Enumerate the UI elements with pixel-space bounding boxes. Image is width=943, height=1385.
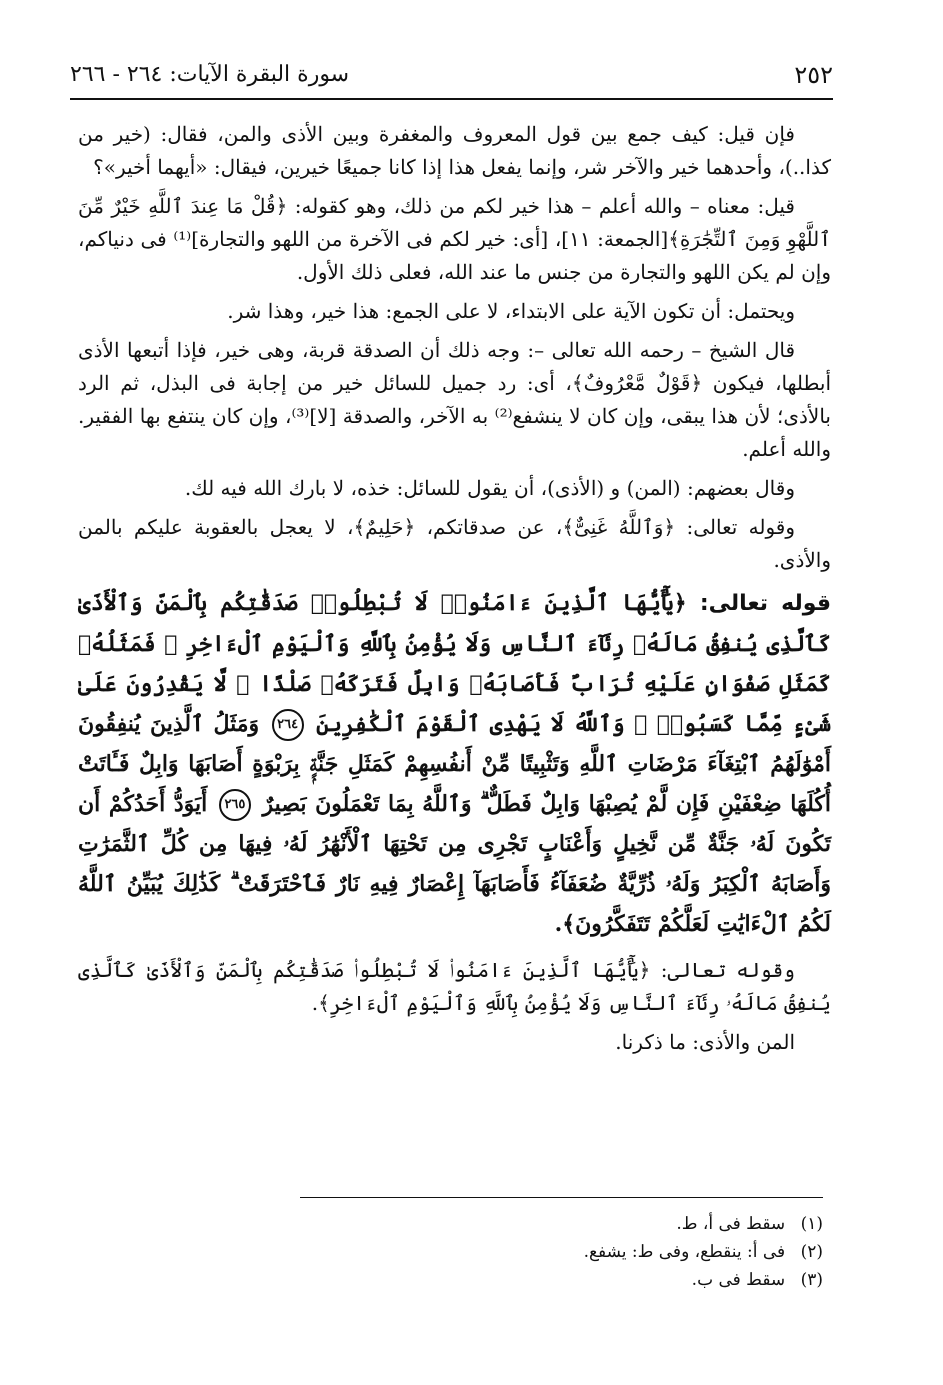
quran-verse-block [78,583,831,944]
footnote-text: سقط فى أ، ط. [676,1214,786,1234]
footnote-number: (١) [800,1214,823,1234]
verse-text: أَيَوَدُّ أَحَدُكُمْ أَن تَكُونَ لَهُۥ جَنَّةٌ مِّن نَّخِيلٍ وَأَعْنَابٍ تَجْرِى مِن تَحْتِهَا ٱلْأَنْهَٰرُ لَهُۥ فِيهَا مِن كُلِّ ٱلثَّمَرَٰتِ وَأَصَابَهُ ٱلْكِبَرُ وَلَهُۥ ذُرِّيَّةٌ ضُعَفَآءُ فَأَصَابَهَآ إِعْصَارٌ فِيهِ نَارٌ فَٱحْتَرَقَتْ ۗ كَذَٰلِكَ يُبَيِّنُ ٱللَّهُ لَكُمُ ٱلْءَايَٰتِ لَعَلَّكُمْ تَتَفَكَّرُونَ﴾. [78,791,831,937]
paragraph: وقوله تعالى: ﴿وَٱللَّهُ غَنِىٌّ﴾، عن صدقاتكم، ﴿حَلِيمٌ﴾، لا يعجل بالعقوبة عليكم بالمن والأذى. [78,515,831,572]
ayah-number-marker: ٢٦٤ [272,709,304,741]
verse-text: وَمَثَلُ ٱلَّذِينَ يُنفِقُونَ أَمْوَٰلَهُمُ ٱبْتِغَآءَ مَرْضَاتِ ٱللَّهِ وَتَثْبِيتًا مِّنْ أَنفُسِهِمْ كَمَثَلِ جَنَّةٍۭ بِرَبْوَةٍ أَصَابَهَا وَابِلٌ فَـَٔاتَتْ أُكُلَهَا ضِعْفَيْنِ فَإِن لَّمْ يُصِبْهَا وَابِلٌ فَطَلٌّ ۗ وَٱللَّهُ بِمَا تَعْمَلُونَ بَصِيرٌ [78,711,831,817]
footnote-text: سقط فى ب. [691,1270,786,1290]
main-text [78,118,831,1065]
paragraph: فإن قيل: كيف جمع بين قول المعروف والمغفرة وبين الأذى والمن، فقال: (خير من كذا..)، وأحدهما خير والآخر شر، وإنما يفعل هذا إذا كانا جميعًا خيرين، فيقال: «أيهما أخير»؟ [78,122,831,179]
paragraph: وقال بعضهم: (المن) و (الأذى)، أن يقول للسائل: خذه، لا بارك الله فيه لك. [184,476,795,500]
page-header [70,60,833,96]
paragraph: ويحتمل: أن تكون الآية على الابتداء، لا على الجمع: هذا خير، وهذا شر. [227,299,795,323]
verse-label: قوله تعالى: [699,591,831,616]
footnote-number: (٢) [800,1242,823,1262]
ayah-number-marker: ٢٦٥ [219,789,251,821]
page-number: ٢٥٢ [794,61,833,89]
running-title: سورة البقرة الآيات: ٢٦٤ - ٢٦٦ [70,62,350,87]
paragraph: المن والأذى: ما ذكرنا. [615,1030,795,1054]
paragraph: قيل: معناه – والله أعلم – هذا خير لكم من ذلك، وهو كقوله: ﴿قُلْ مَا عِندَ ٱللَّهِ خَيْرٌ مِّنَ ٱللَّهْوِ وَمِنَ ٱلتِّجَٰرَةِ﴾[الجمعة: ١١]، [أى: خير لكم فى الآخرة من اللهو والتجارة]⁽¹⁾ فى دنياكم، وإن لم يكن اللهو والتجارة من جنس ما عند الله، فعلى ذلك الأول. [78,194,831,284]
verse-text: ﴿يَٰٓأَيُّهَا ٱلَّذِينَ ءَامَنُوا۟ لَا تُبْطِلُوا۟ صَدَقَٰتِكُم بِٱلْمَنِّ وَٱلْأَذَىٰ كَٱلَّذِى يُنفِقُ مَالَهُۥ رِئَآءَ ٱلنَّاسِ وَلَا يُؤْمِنُ بِٱللَّهِ وَٱلْيَوْمِ ٱلْءَاخِرِ ۖ فَمَثَلُهُۥ كَمَثَلِ صَفْوَانٍ عَلَيْهِ تُرَابٌ فَأَصَابَهُۥ وَابِلٌ فَتَرَكَهُۥ صَلْدًا ۖ لَّا يَقْدِرُونَ عَلَىٰ شَىْءٍ مِّمَّا كَسَبُوا۟ ۗ وَٱللَّهُ لَا يَهْدِى ٱلْقَوْمَ ٱلْكَٰفِرِينَ [78,590,831,737]
header-rule [70,98,833,100]
paragraph: قال الشيخ – رحمه الله تعالى –: وجه ذلك أن الصدقة قربة، وهى خير، فإذا أتبعها الأذى أبطلها، فيكون ﴿قَوْلٌ مَّعْرُوفٌ﴾، أى: رد جميل للسائل خير من إجابة فى البذل، ثم الرد بالأذى؛ لأن هذا يبقى، وإن كان لا ينشفع⁽²⁾ به الآخر، والصدقة [لا]⁽³⁾، وإن كان ينتفع بها الفقير. والله أعلم. [78,338,831,461]
footnote [300,1238,823,1266]
footnotes [300,1210,823,1294]
footnote-text: فى أ: ينقطع، وفى ط: يشفع. [583,1242,786,1262]
paragraph: وقوله تعالى: ﴿يَٰٓأَيُّهَا ٱلَّذِينَ ءَامَنُوا۟ لَا تُبْطِلُوا۟ صَدَقَٰتِكُم بِٱلْمَنِّ وَٱلْأَذَىٰ كَٱلَّذِى يُنفِقُ مَالَهُۥ رِئَآءَ ٱلنَّاسِ وَلَا يُؤْمِنُ بِٱللَّهِ وَٱلْيَوْمِ ٱلْءَاخِرِ﴾. [78,958,831,1015]
footnote-number: (٣) [800,1270,823,1290]
footnote-rule [300,1197,823,1198]
footnote [300,1266,823,1294]
footnote [300,1210,823,1238]
